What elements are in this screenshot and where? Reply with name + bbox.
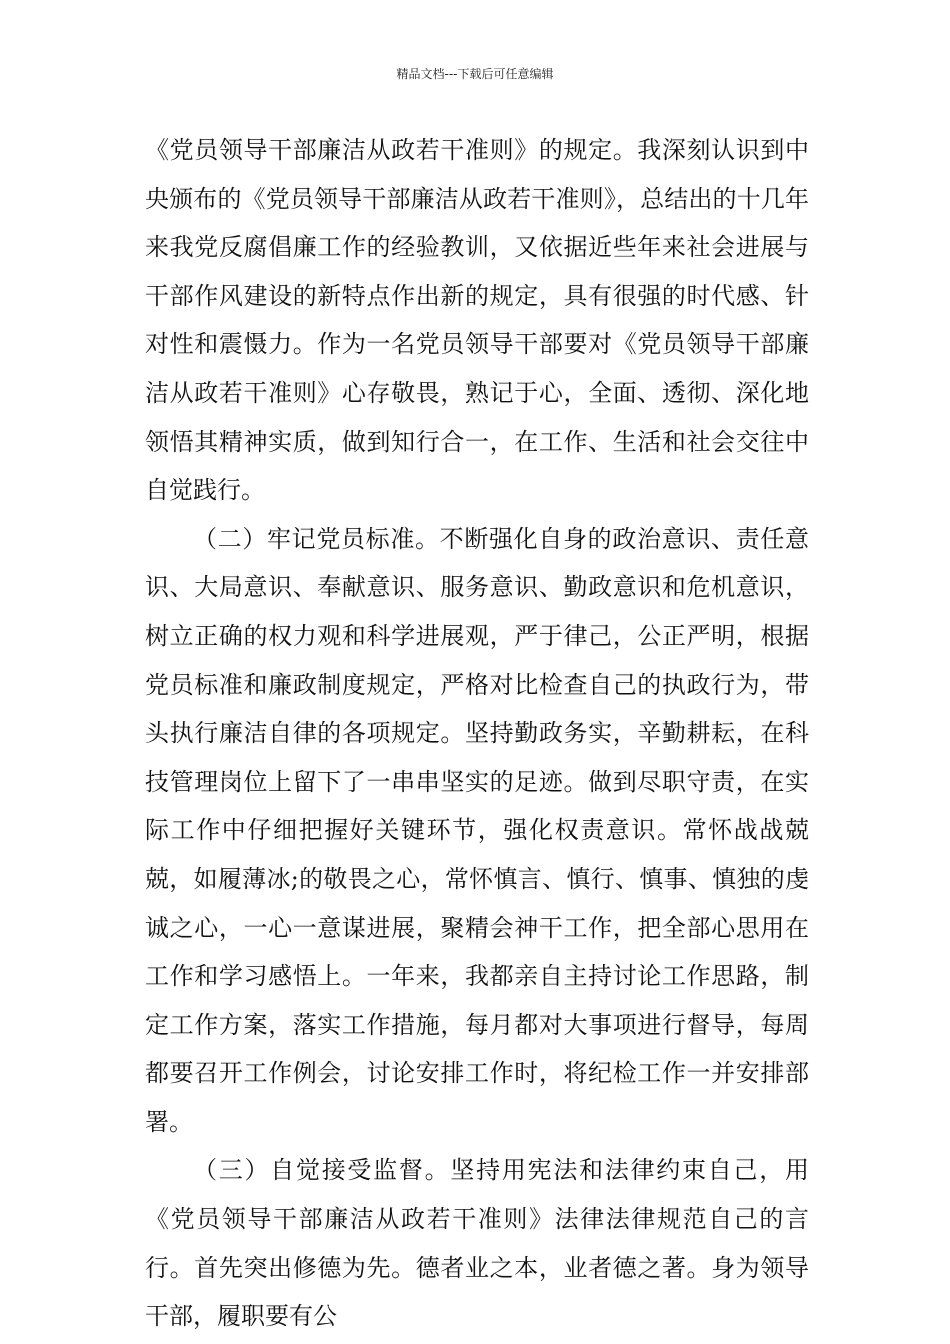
paragraph-party-standards: （二）牢记党员标准。不断强化自身的政治意识、责任意识、大局意识、奉献意识、服务意识、勤政意识和危机意识，树立正确的权力观和科学进展观，严于律己，公正严明，根据党员标准和廉政制度规定，严格对比检查自己的执政行为，带头执行廉洁自律的各项规定。坚持勤政务实，辛勤耕耘，在科技管理岗位上留下了一串串坚实的足迹。做到尽职守责，在实际工作中仔细把握好关键环节，强化权责意识。常怀战战兢兢，如履薄冰;的敬畏之心，常怀慎言、慎行、慎事、慎独的虔诚之心，一心一意谋进展，聚精会神干工作，把全部心思用在工作和学习感悟上。一年来，我都亲自主持讨论工作思路，制定工作方案，落实工作措施，每月都对大事项进行督导，每周都要召开工作例会，讨论安排工作时，将纪检工作一并安排部署。 (145, 524, 809, 1136)
document-body (145, 126, 809, 1341)
paragraph-continuation: 《党员领导干部廉洁从政若干准则》的规定。我深刻认识到中央颁布的《党员领导干部廉洁从政若干准则》，总结出的十几年来我党反腐倡廉工作的经验教训，又依据近些年来社会进展与干部作风建设的新特点作出新的规定，具有很强的时代感、针对性和震慑力。作为一名党员领导干部要对《党员领导干部廉洁从政若干准则》心存敬畏，熟记于心，全面、透彻、深化地领悟其精神实质，做到知行合一，在工作、生活和社会交往中自觉践行。 (145, 136, 809, 505)
paragraph-accept-supervision: （三）自觉接受监督。坚持用宪法和法律约束自己，用《党员领导干部廉洁从政若干准则》法律法律规范自己的言行。首先突出修德为先。德者业之本，业者德之著。身为领导干部，履职要有公 (145, 1156, 809, 1331)
page-header: 精品文档---下载后可任意编辑 (396, 67, 554, 81)
